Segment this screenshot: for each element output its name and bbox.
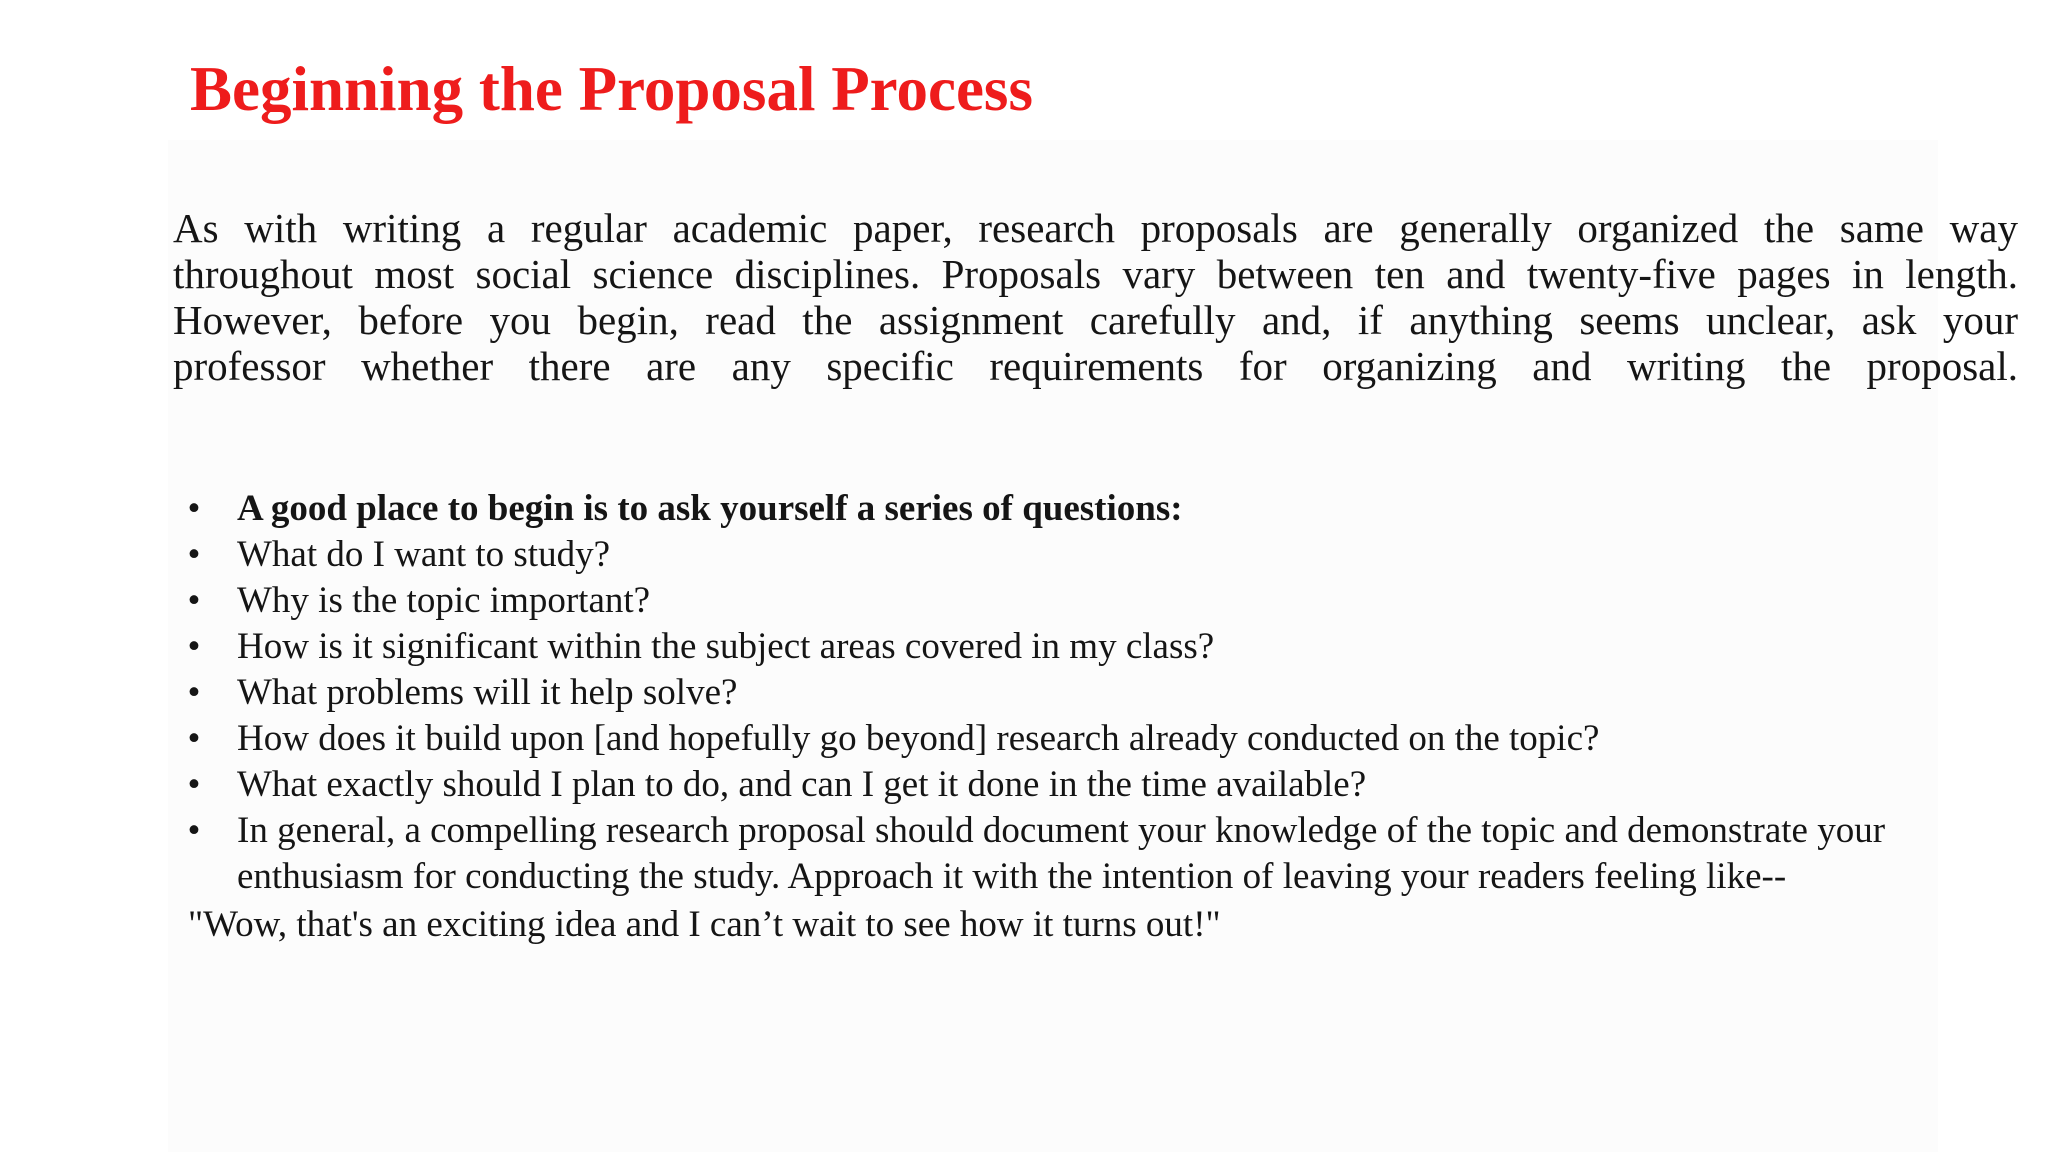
list-item-text: Why is the topic important? (237, 580, 651, 621)
intro-paragraph (173, 205, 2018, 389)
list-item (184, 716, 1984, 762)
bullet-icon: • (187, 626, 201, 667)
list-item-text: What exactly should I plan to do, and can I get it done in the time available? (237, 764, 1367, 805)
list-item-text: What problems will it help solve? (237, 672, 738, 713)
closing-quote: "Wow, that's an exciting idea and I can’t wait to see how it turns out!" (188, 904, 1221, 945)
bullet-icon: • (187, 672, 201, 713)
question-list (184, 486, 1984, 900)
intro-line: However, before you begin, read the assignment carefully and, if anything seems unclear, ask your (173, 297, 2018, 343)
bullet-icon: • (187, 534, 201, 575)
bullet-icon: • (187, 718, 201, 759)
intro-line: As with writing a regular academic paper, research proposals are generally organized the same way (173, 205, 2018, 251)
list-item-text: What do I want to study? (237, 534, 610, 575)
slide-title: Beginning the Proposal Process (190, 54, 1033, 124)
list-item (184, 486, 1984, 532)
intro-line: throughout most social science disciplines. Proposals vary between ten and twenty-five pages in length. (173, 251, 2018, 297)
list-item-text: How is it significant within the subject areas covered in my class? (237, 626, 1215, 667)
list-item (184, 808, 1984, 900)
list-item (184, 532, 1984, 578)
list-item-text: A good place to begin is to ask yourself a series of questions: (237, 488, 1183, 529)
bullet-icon: • (187, 580, 201, 621)
list-item (184, 762, 1984, 808)
list-item-text: In general, a compelling research proposal should document your knowledge of the topic and demonstrate your enthusiasm for conducting the study. Approach it with the intention of leaving your readers feeling like-- (237, 810, 1886, 897)
intro-line: professor whether there are any specific requirements for organizing and writing the proposal. (173, 343, 2018, 389)
bullet-icon: • (187, 810, 201, 851)
bullet-icon: • (187, 488, 201, 529)
bullet-icon: • (187, 764, 201, 805)
list-item (184, 670, 1984, 716)
list-item-text: How does it build upon [and hopefully go beyond] research already conducted on the topic? (237, 718, 1600, 759)
list-item (184, 624, 1984, 670)
list-item (184, 578, 1984, 624)
